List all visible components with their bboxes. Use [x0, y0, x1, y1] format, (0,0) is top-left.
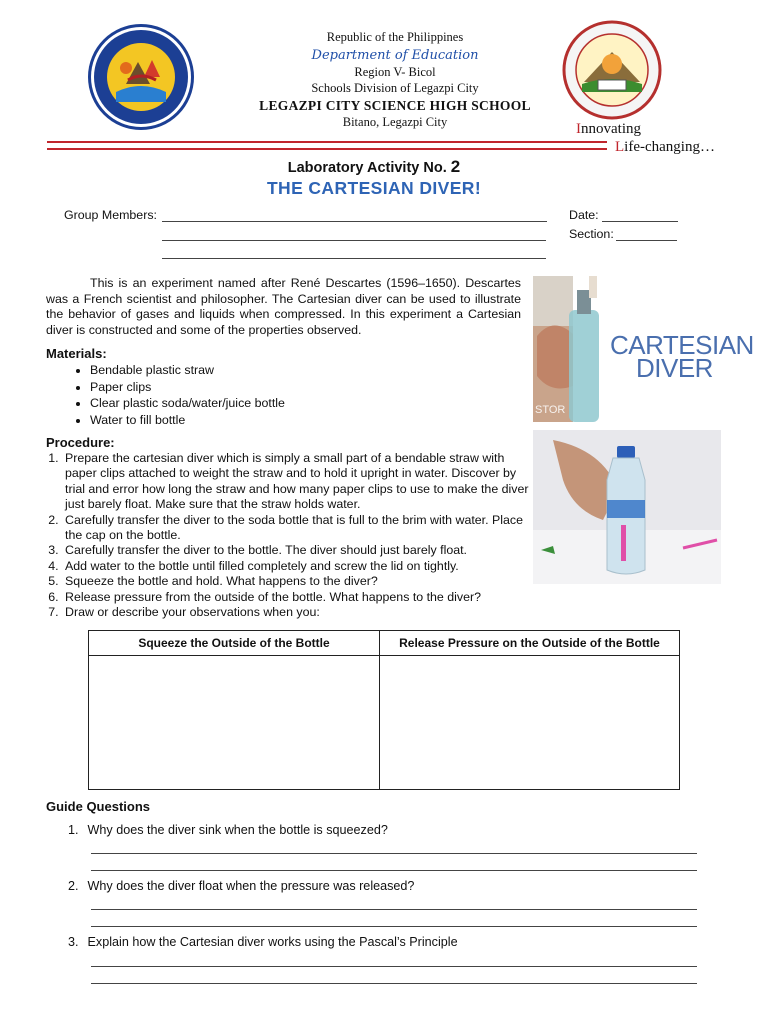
header-rule-top [47, 141, 607, 143]
question-1: 1. Why does the diver sink when the bottle is squeezed? [68, 823, 388, 837]
list-item: • Clear plastic soda/water/juice bottle [90, 395, 530, 412]
deped-seal-logo [86, 22, 196, 132]
group-members-field-1[interactable] [162, 221, 547, 222]
answer-3-line-1[interactable] [91, 966, 697, 967]
procedure-step: 5. Squeeze the bottle and hold. What happens to the diver? [62, 574, 535, 589]
photo-corner-text: STOR [535, 404, 566, 416]
group-members-label: Group Members: [64, 208, 157, 222]
republic-line: Republic of the Philippines [326, 30, 464, 44]
section-field[interactable] [616, 240, 677, 241]
department-line: Department of Education [311, 48, 479, 63]
list-item: • Water to fill bottle [90, 412, 530, 429]
question-2: 2. Why does the diver float when the pressure was released? [68, 879, 415, 893]
materials-heading: Materials: [46, 346, 107, 361]
division-line: Schools Division of Legazpi City [311, 81, 479, 95]
release-observation-cell[interactable] [380, 656, 680, 790]
table-header-squeeze: Squeeze the Outside of the Bottle [89, 631, 380, 656]
squeeze-observation-cell[interactable] [89, 656, 380, 790]
procedure-heading: Procedure: [46, 435, 115, 450]
motto-life-changing: Life-changing… [615, 139, 715, 155]
date-label: Date: [569, 208, 599, 222]
header-rule-accent [600, 149, 606, 150]
date-field[interactable] [602, 221, 678, 222]
activity-title: THE CARTESIAN DIVER! [266, 178, 482, 198]
procedure-step: 2. Carefully transfer the diver to the soda bottle that is full to the brim with water. Place the cap on the bottle. [62, 513, 535, 544]
table-header-release: Release Pressure on the Outside of the Bottle [380, 631, 680, 656]
header-rule-bottom [47, 148, 607, 150]
procedure-step: 4. Add water to the bottle until filled completely and screw the lid on tightly. [62, 559, 535, 574]
motto-innovating: Innovating [576, 121, 641, 137]
question-3: 3. Explain how the Cartesian diver works using the Pascal’s Principle [68, 935, 458, 949]
bottle-squeeze-photo [533, 430, 721, 584]
section-label: Section: [569, 227, 614, 241]
materials-list [46, 362, 530, 428]
lcshs-seal-logo [562, 20, 662, 120]
procedure-step: 3. Carefully transfer the diver to the bottle. The diver should just barely float. [62, 543, 535, 558]
list-item: • Bendable plastic straw [90, 362, 530, 379]
group-members-field-3[interactable] [162, 258, 546, 259]
answer-1-line-1[interactable] [91, 853, 697, 854]
cartesian-diver-photo [533, 276, 754, 422]
procedure-list [46, 451, 535, 620]
procedure-step: 1. Prepare the cartesian diver which is simply a small part of a bendable straw with paper clips attached to weight the straw and to hold it upright in water. Discover by trial and error how long the straw and how many paper clips to use to make the diver just barely float. Make sure that the straw holds water. [62, 451, 535, 513]
group-members-field-2[interactable] [162, 240, 546, 241]
answer-2-line-1[interactable] [91, 909, 697, 910]
list-item: • Paper clips [90, 379, 530, 396]
photo-caption-cartesian: CARTESIAN [610, 330, 754, 360]
answer-2-line-2[interactable] [91, 926, 697, 927]
intro-paragraph: This is an experiment named after René Descartes (1596–1650). Descartes was a French scientist and philosopher. The Cartesian diver can be used to illustrate the behavior of gases and liquids when compressed. In this experiment a Cartesian diver is constructed and some of the properties observed. [46, 276, 521, 337]
school-address: Bitano, Legazpi City [342, 115, 448, 129]
school-name: LEGAZPI CITY SCIENCE HIGH SCHOOL [259, 98, 531, 113]
procedure-step: 7. Draw or describe your observations when you: [62, 605, 535, 620]
guide-questions-heading: Guide Questions [46, 799, 151, 814]
photo-caption-diver: DIVER [636, 353, 713, 383]
answer-3-line-2[interactable] [91, 983, 697, 984]
observation-table [88, 630, 680, 790]
answer-1-line-2[interactable] [91, 870, 697, 871]
procedure-step: 6. Release pressure from the outside of the bottle. What happens to the diver? [62, 590, 535, 605]
activity-label: Laboratory Activity No. 2 [287, 157, 461, 176]
region-line: Region V- Bicol [354, 65, 436, 79]
